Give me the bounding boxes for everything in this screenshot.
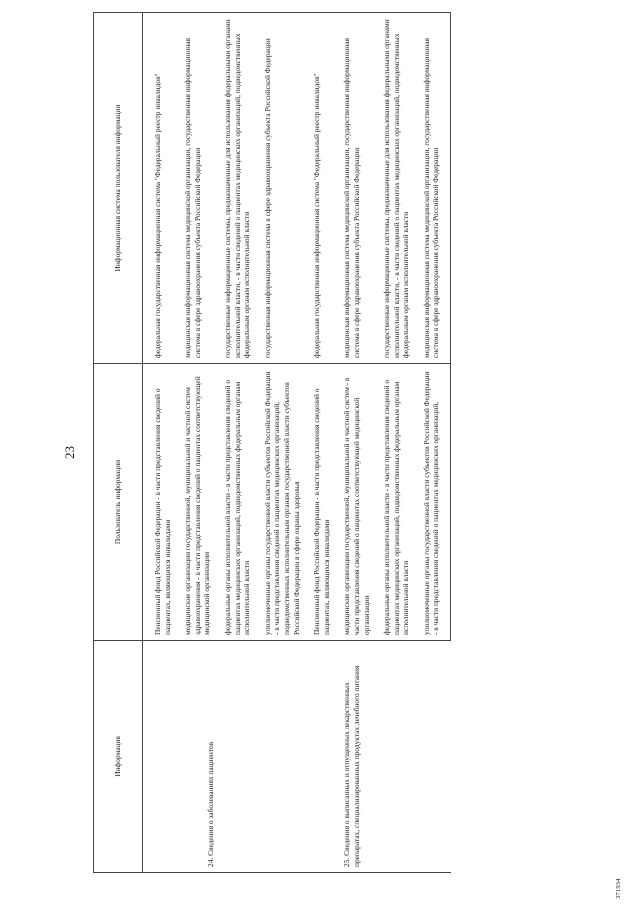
user-cell: Пенсионный фонд Российской Федерации - в части представления сведений о пациентах, являющихся инвалидами — [151, 364, 181, 641]
table-row — [151, 13, 181, 873]
table-row — [340, 13, 380, 873]
user-cell: уполномоченные органы государственной власти субъектов Российской Федерации - в части представления сведений о пациентах медицинских организаций, — [420, 364, 451, 641]
info-cell — [340, 641, 450, 873]
header-info: Информация — [94, 641, 143, 873]
table-header-row — [94, 13, 143, 873]
info-cell — [151, 641, 340, 873]
user-cell: федеральные органы исполнительной власти - в части представления сведений о пациентах медицинских организаций, подведомственных федеральным органам исполнительной власти — [221, 364, 261, 641]
user-cell: уполномоченные органы государственной власти субъектов Российской Федерации - в части представления сведений о пациентах медицинских организаций, подведомственных исполнительным органам государственной власти субъектов Российской Федерации в сфере охраны здоровья — [261, 364, 310, 641]
system-cell: медицинская информационная система медицинской организации, государственная информационная система в сфере здравоохранения субъекта Российской Федерации — [181, 13, 221, 364]
user-cell: медицинские организации государственной, муниципальной и частной систем - в части представления сведений о пациентах соответствующей медицинской организации — [340, 364, 380, 641]
section-25-title: 25. Сведения о выписанных и отпущенных лекарственных препаратах, специализированных продуктах лечебного питания — [342, 665, 361, 867]
header-system: Информационная система пользователя информации — [94, 13, 143, 364]
system-cell: медицинская информационная система медицинской организации, государственная информационная система в сфере здравоохранения субъекта Российской Федерации — [420, 13, 451, 364]
system-cell: государственная информационная система в сфере здравоохранения субъекта Российской Федерации — [261, 13, 310, 364]
user-cell: медицинские организации государственной, муниципальной и частной систем здравоохранения - в части представления сведений о пациентах соответствующей медицинской организации — [181, 364, 221, 641]
page-number: 23 — [62, 446, 77, 459]
system-cell: федеральная государственная информационная система "Федеральный реестр инвалидов" — [151, 13, 181, 364]
data-table — [93, 12, 451, 873]
section-24-title: 24. Сведения о заболеваниях пациентов — [206, 741, 215, 867]
system-cell: федеральная государственная информационная система "Федеральный реестр инвалидов" — [310, 13, 340, 364]
system-cell: государственные информационные системы, предназначенные для использования федеральными органами исполнительной власти, - в части сведений о пациентах медицинских организаций, подведомственных федеральным органам исполнительной власти — [380, 13, 420, 364]
system-cell: государственные информационные системы, предназначенные для использования федеральными органами исполнительной власти, - в части сведений о пациентах медицинских организаций, подведомственных федеральным органам исполнительной власти — [221, 13, 261, 364]
header-user: Пользователь информации — [94, 364, 143, 641]
user-cell: Пенсионный фонд Российской Федерации - в части представления сведений о пациентах, являющихся инвалидами — [310, 364, 340, 641]
user-cell: федеральные органы исполнительной власти - в части представления сведений о пациентах медицинских организаций, подведомственных федеральным органам исполнительной власти — [380, 364, 420, 641]
system-cell: медицинская информационная система медицинской организации, государственная информационная система в сфере здравоохранения субъекта Российской Федерации — [340, 13, 380, 364]
document-id: 371934 — [615, 878, 622, 899]
